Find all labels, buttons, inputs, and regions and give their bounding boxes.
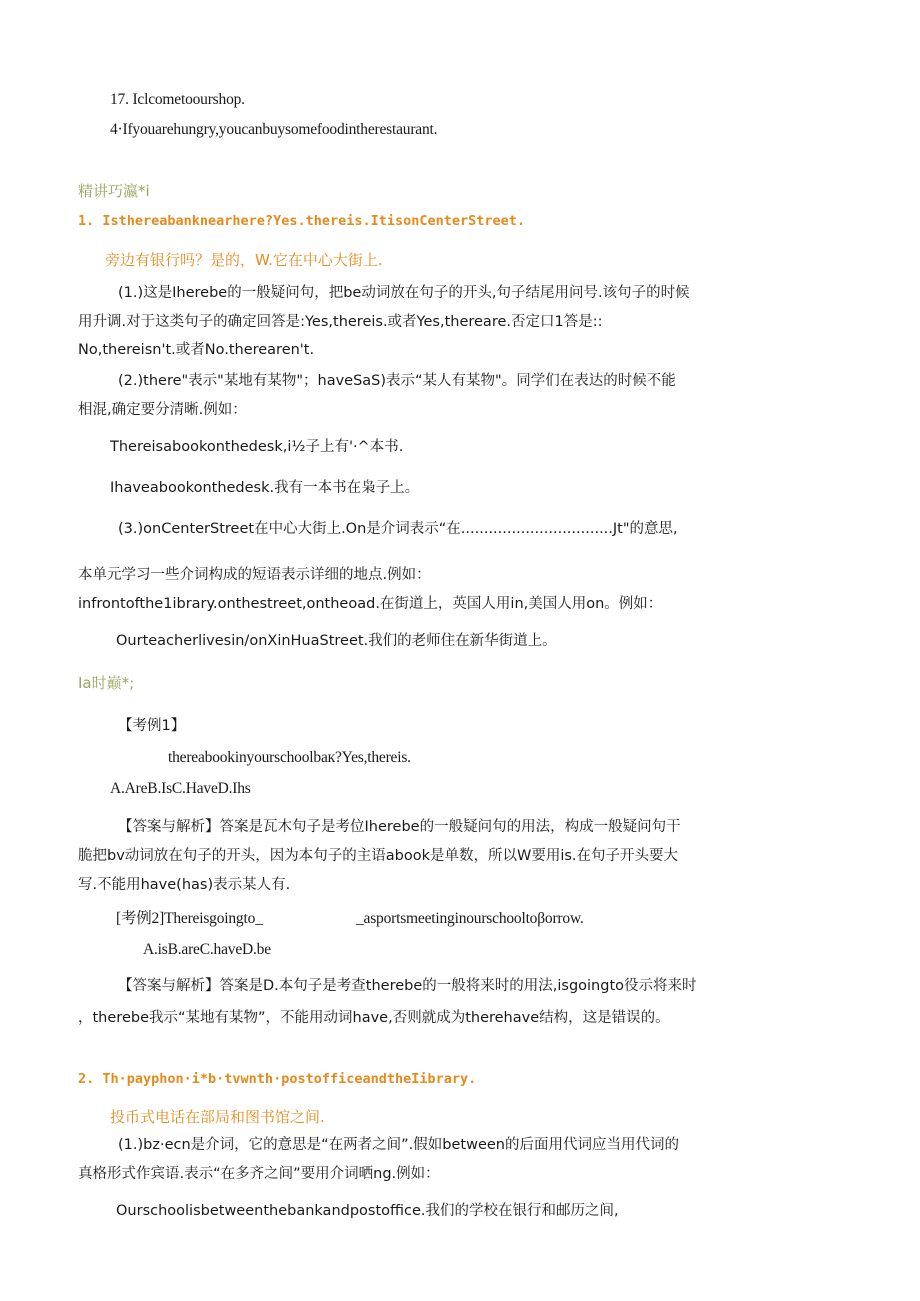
- text-line: (1.)bz·ecn是介词，它的意思是“在两者之间”.假如between的后面用代词应当用代词的: [118, 1137, 679, 1153]
- question-line: [考例2]Thereisgoingto_: [116, 910, 263, 927]
- text-line: (1.)这是Iherebe的一般疑问句，把be动词放在句子的开头,句子结尾用问号.该句子的时候: [118, 285, 690, 301]
- text-line: (3.)onCenterStreet在中心大街上.On是介词表示“在.................................Jt"的意思,: [118, 521, 678, 537]
- translation: 投币式电话在部局和图书馆之间.: [110, 1108, 325, 1126]
- options-line: A.AreB.IsC.HaveD.Ihs: [110, 780, 251, 797]
- sentence-heading: 2. Th·payphon·i*b·tvwnth·postofficeandtheIibrary.: [78, 1071, 477, 1087]
- text-line: 本单元学习一些介词构成的短语表示详细的地点.例如：: [78, 567, 431, 583]
- example-line: Ourteacherlivesin/onXinHuaStreet.我们的老师住在新华街道上。: [116, 633, 557, 649]
- text-line: 相混,确定要分清晰.例如：: [78, 402, 247, 418]
- question-line: thereabookinyourschoolbaк?Yes,thereis.: [168, 749, 411, 766]
- answer-line: 脆把bv动词放在句子的开头，因为本句子的主语abook是单数，所以W要用is.在句子开头要大: [78, 848, 679, 864]
- text-line: 4·Ifyouarehungry,youcanbuysomefoodintherestaurant.: [110, 121, 438, 138]
- answer-line: ，therebe我示“某地有某物”，不能用动词have,否则就成为therehave结构，这是错误的。: [78, 1010, 670, 1026]
- example-label: 【考例1】: [118, 718, 186, 734]
- example-line: Thereisabookonthedesk,i½子上有'·^本书.: [110, 439, 404, 455]
- text-line: No,thereisn't.或者No.therearen't.: [78, 342, 315, 358]
- question-line: _asportsmeetinginourschooltoβorrow.: [356, 910, 584, 927]
- section-heading: 精讲巧瀛*i: [78, 182, 150, 200]
- answer-line: 【答案与解析】答案是D.本句子是考查therebe的一般将来时的用法,isgoingto役示将来时: [118, 978, 697, 994]
- text-line: infrontofthe1ibrary.onthestreet,ontheoad.在街道上，英国人用in,美国人用on。例如：: [78, 596, 663, 612]
- text-line: 用升调.对于这类句子的确定回答是:Yes,thereis.或者Yes,thereare.否定口1答是::: [78, 314, 603, 330]
- text-line: 17. Iclcometoourshop.: [110, 91, 245, 108]
- answer-line: 写.不能用have(has)表示某人有.: [78, 877, 291, 893]
- text-line: (2.)there"表示"某地有某物"；haveSaS)表示“某人有某物"。同学们在表达的时候不能: [118, 373, 676, 389]
- translation: 旁边有银行吗？是的，W.它在中心大街上.: [105, 251, 383, 269]
- options-line: A.isB.areC.haveD.be: [143, 941, 271, 958]
- example-line: Ihaveabookonthedesk.我有一本书在枭子上。: [110, 480, 420, 496]
- answer-line: 【答案与解析】答案是瓦木句子是考位Iherebe的一般疑问句的用法，构成一般疑问句干: [118, 819, 681, 835]
- sentence-heading: 1. Isthereabanknearhere?Yes.thereis.ItisonCenterStreet.: [78, 213, 526, 229]
- example-line: Ourschoolisbetweenthebankandpostoffice.我们的学校在银行和邮历之间,: [116, 1203, 619, 1219]
- text-line: 真格形式作宾语.表示“在多齐之间”要用介词晒ng.例如：: [78, 1166, 440, 1182]
- section-heading: Ia时巅*;: [78, 674, 135, 692]
